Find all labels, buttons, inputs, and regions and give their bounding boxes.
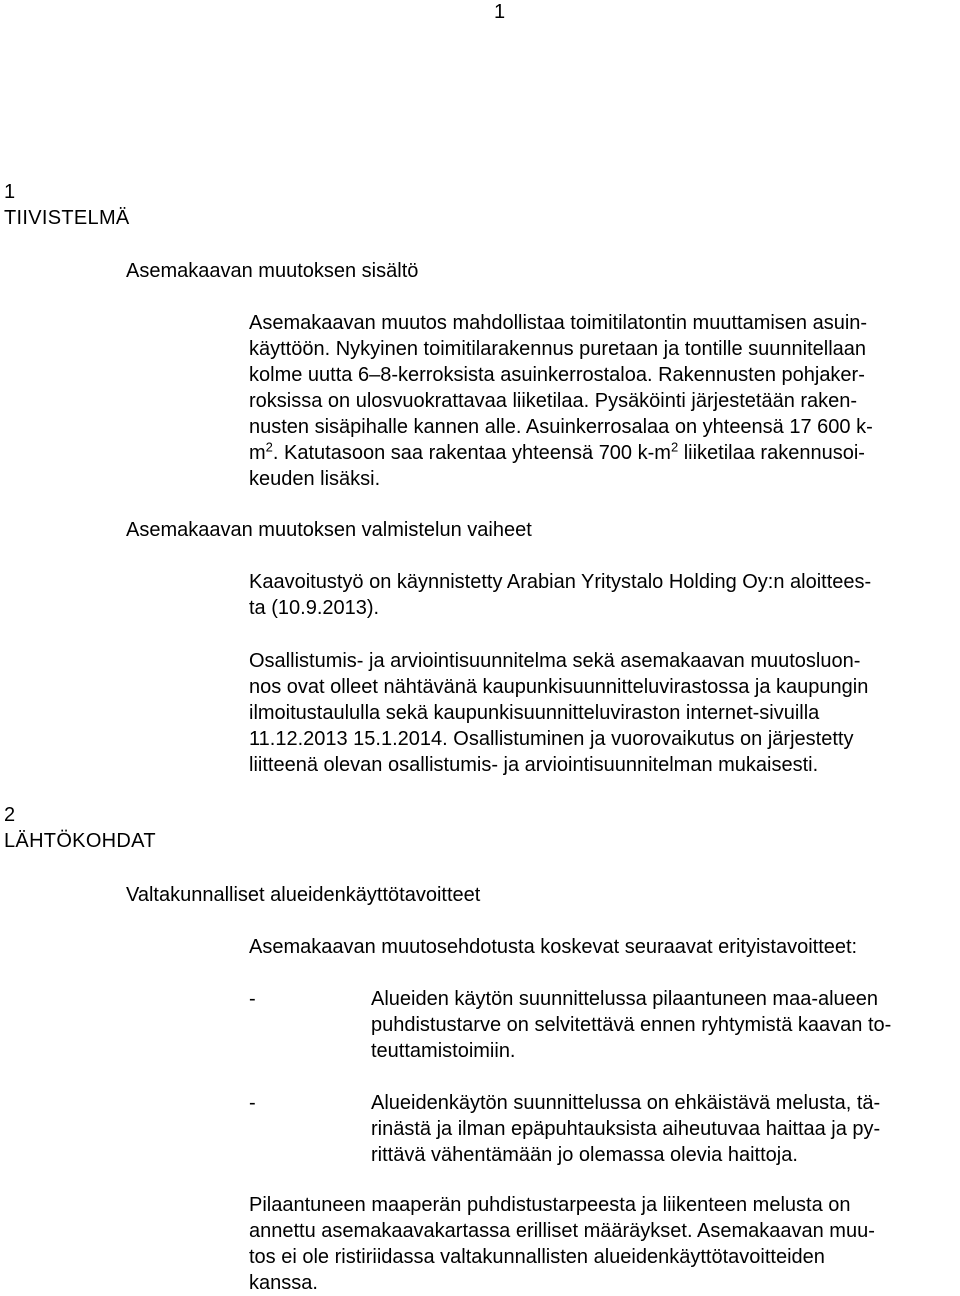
page-number: 1 bbox=[494, 1, 506, 23]
text-line: Alueiden käytön suunnittelussa pilaantuneen maa-alueen bbox=[371, 988, 879, 1010]
text-line: teuttamistoimiin. bbox=[371, 1040, 516, 1062]
text-line bbox=[249, 440, 949, 466]
text-line: liitteenä olevan osallistumis- ja arviointisuunnitelman mukaisesti. bbox=[249, 754, 819, 776]
text-line: kolme uutta 6–8-kerroksista asuinkerrostaloa. Rakennusten pohjaker- bbox=[249, 364, 865, 386]
list-bullet: - bbox=[249, 1092, 256, 1114]
text-line: nos ovat olleet nähtävänä kaupunkisuunnitteluvirastossa ja kaupungin bbox=[249, 676, 869, 698]
subheading-national-objectives: Valtakunnalliset alueidenkäyttötavoitteet bbox=[126, 884, 481, 906]
section-1-number: 1 bbox=[4, 181, 16, 203]
text-line: Pilaantuneen maaperän puhdistustarpeesta ja liikenteen melusta on bbox=[249, 1194, 851, 1216]
list-item bbox=[371, 1090, 951, 1168]
superscript: 2 bbox=[265, 439, 273, 455]
text-line: puhdistustarve on selvitettävä ennen ryhtymistä kaavan to- bbox=[371, 1014, 892, 1036]
list-item bbox=[371, 986, 951, 1064]
section-2-number: 2 bbox=[4, 804, 16, 826]
text-line: tos ei ole ristiriidassa valtakunnallisten alueidenkäyttötavoitteiden bbox=[249, 1246, 825, 1268]
text-line: annettu asemakaavakartassa erilliset määräykset. Asemakaavan muu- bbox=[249, 1220, 875, 1242]
paragraph-participation bbox=[249, 648, 949, 778]
subheading-preparation-phases: Asemakaavan muutoksen valmistelun vaiheet bbox=[126, 519, 532, 541]
text-line: käyttöön. Nykyinen toimitilarakennus puretaan ja tontille suunnitellaan bbox=[249, 338, 867, 360]
list-bullet: - bbox=[249, 988, 256, 1010]
text-line: 11.12.2013 15.1.2014. Osallistuminen ja vuorovaikutus on järjestetty bbox=[249, 728, 854, 750]
text-line: nusten sisäpihalle kannen alle. Asuinkerrosalaa on yhteensä 17 600 k- bbox=[249, 416, 873, 438]
text-line: Alueidenkäytön suunnittelussa on ehkäistävä melusta, tä- bbox=[371, 1092, 881, 1114]
text-line: roksissa on ulosvuokrattavaa liiketilaa. Pysäköinti järjestetään raken- bbox=[249, 390, 858, 412]
paragraph-intro: Asemakaavan muutosehdotusta koskevat seuraavat erityistavoitteet: bbox=[249, 936, 858, 958]
text-fragment: liiketilaa rakennusoi- bbox=[678, 442, 865, 464]
text-fragment: . Katutasoon saa rakentaa yhteensä 700 k-m bbox=[272, 442, 671, 464]
paragraph-closing bbox=[249, 1192, 949, 1296]
text-line: kanssa. bbox=[249, 1272, 318, 1294]
subheading-contents: Asemakaavan muutoksen sisältö bbox=[126, 260, 419, 282]
text-line: Osallistumis- ja arviointisuunnitelma sekä asemakaavan muutosluon- bbox=[249, 650, 861, 672]
superscript: 2 bbox=[670, 439, 679, 455]
text-line: keuden lisäksi. bbox=[249, 468, 381, 490]
text-line: ilmoitustaululla sekä kaupunkisuunnitteluviraston internet-sivuilla bbox=[249, 702, 820, 724]
section-2-title: LÄHTÖKOHDAT bbox=[4, 830, 156, 852]
text-line: rinästä ja ilman epäpuhtauksista aiheutuvaa haittaa ja py- bbox=[371, 1118, 881, 1140]
text-line: rittävä vähentämään jo olemassa olevia haittoja. bbox=[371, 1144, 798, 1166]
text-line: ta (10.9.2013). bbox=[249, 597, 380, 619]
paragraph-initiation bbox=[249, 569, 949, 621]
section-1-title: TIIVISTELMÄ bbox=[4, 207, 130, 229]
text-line: Asemakaavan muutos mahdollistaa toimitilatontin muuttamisen asuin- bbox=[249, 312, 868, 334]
text-fragment: m bbox=[249, 442, 266, 464]
paragraph-contents bbox=[249, 310, 949, 492]
text-line: Kaavoitustyö on käynnistetty Arabian Yritystalo Holding Oy:n aloittees- bbox=[249, 571, 872, 593]
